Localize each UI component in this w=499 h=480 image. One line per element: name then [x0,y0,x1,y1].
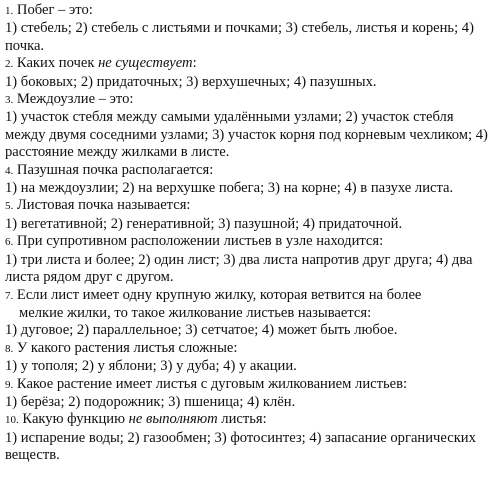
question-number: 8. [5,342,14,355]
question-stem [5,162,493,180]
question-2 [5,55,493,91]
question-stem [5,91,493,109]
question-7 [5,287,493,340]
question-stem [5,55,493,73]
answer-options: 1) стебель; 2) стебель с листьями и почками; 3) стебель, листья и корень; 4) почка. [5,20,474,54]
question-10 [5,411,493,464]
question-number: 5. [5,200,14,213]
question-number: 2. [5,58,14,71]
answer-options: 1) три листа и более; 2) один лист; 3) два листа напротив друг друга; 4) два листа рядом друг с другом. [5,251,473,286]
question-number: 1. [5,5,14,17]
question-number: 7. [5,289,14,302]
answer-options: 1) вегетативной; 2) генеративной; 3) пазушной; 4) придаточной. [5,215,403,232]
question-number: 6. [5,236,14,249]
answer-options: 1) у тополя; 2) у яблони; 3) у дуба; 4) у акации. [5,358,297,375]
question-stem [5,340,493,358]
question-text: Междоузлие – это: [16,91,134,108]
question-text-end: листья: [217,411,267,428]
question-stem [5,411,493,429]
question-stem [5,376,493,394]
question-text: Какую функцию [22,411,129,428]
answer-options: 1) испарение воды; 2) газообмен; 3) фотосинтез; 4) запасание органических веществ. [5,429,476,464]
question-3 [5,91,493,162]
question-text: Пазушная почка располагается: [16,161,214,178]
question-text: При супротивном расположении листьев в узле находится: [16,233,384,250]
question-stem [5,2,493,20]
question-stem [5,197,493,215]
question-stem [5,287,493,323]
question-text: У какого растения листья сложные: [16,339,238,356]
question-text-continued: мелкие жилки, то такое жилкование листьев называется: [19,304,372,321]
question-8 [5,340,493,376]
question-text: Если лист имеет одну крупную жилку, которая ветвится на более [16,286,422,303]
answer-options: 1) берёза; 2) подорожник; 3) пшеница; 4) клён. [5,393,296,410]
question-text: Побег – это: [16,2,93,18]
question-number: 4. [5,164,14,177]
question-text-end: : [192,55,197,72]
answer-options: 1) на междоузлии; 2) на верхушке побега; 3) на корне; 4) в пазухе листа. [5,180,454,197]
question-stem [5,233,493,251]
question-emphasis: не существует [98,55,193,72]
answer-options: 1) дуговое; 2) параллельное; 3) сетчатое; 4) может быть любое. [5,322,398,339]
question-number: 3. [5,94,14,107]
question-text: Листовая почка называется: [16,197,191,214]
question-text: Какое растение имеет листья с дуговым жилкованием листьев: [16,375,408,392]
question-5 [5,197,493,233]
answer-options: 1) боковых; 2) придаточных; 3) верхушечных; 4) пазушных. [5,73,377,90]
question-number: 10. [5,414,19,427]
answer-options: 1) участок стебля между самыми удалёнными узлами; 2) участок стебля между двумя соседними узлами; 3) участок корня под корневым чехликом; 4) расстояние между жилками в листе. [5,109,488,161]
question-text: Каких почек [16,55,99,72]
question-6 [5,233,493,286]
question-1 [5,2,493,55]
question-9 [5,376,493,412]
question-4 [5,162,493,198]
question-number: 9. [5,378,14,391]
question-emphasis: не выполняют [128,411,218,428]
